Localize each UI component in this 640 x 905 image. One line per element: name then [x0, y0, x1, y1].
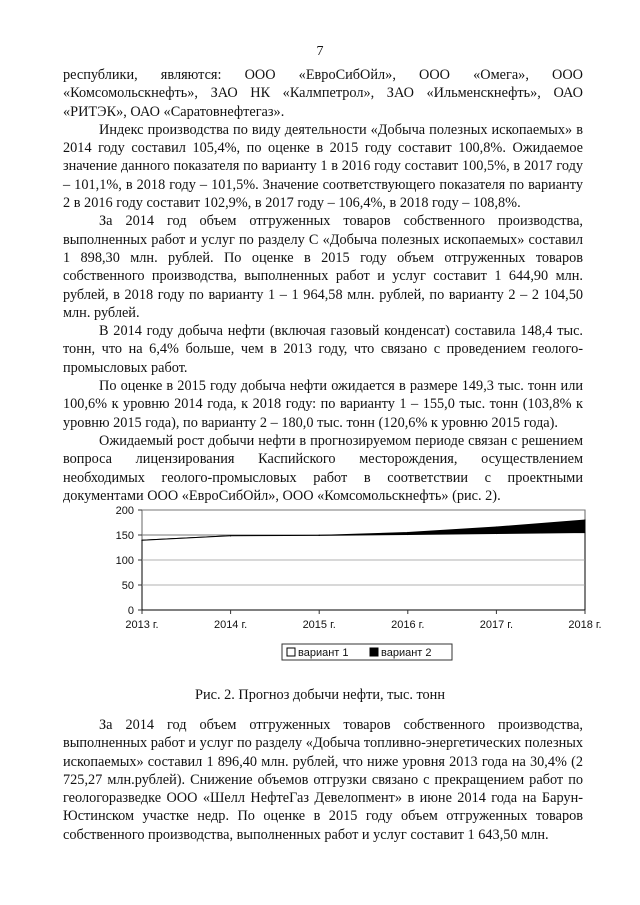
- legend-swatch-variant-2: [370, 648, 378, 656]
- paragraph-fuel-shipments: За 2014 год объем отгруженных товаров собственного производства, выполненных работ и услуг по разделу «Добыча топливно-энергетических полезных ископаемых» составил 1 896,40 млн. рублей, что ниже уровня 2013 года на 30,4% (2 725,27 млн.рублей). Снижение объемов отгрузки связано с прекращением работ по геологоразведке ООО «Шелл НефтеГаз Девелопмент» в июне 2014 года на Барун-Юстинском участке недр. По оценке в 2015 году объем отгруженных товаров собственного производства, выполненных работ и услуг составит 1 643,50 млн.: [63, 717, 583, 843]
- data-point-variant-1: [407, 534, 408, 535]
- data-point-variant-2: [407, 532, 408, 533]
- x-tick-label: 2016 г.: [391, 619, 425, 631]
- legend-label-variant-1: вариант 1: [298, 647, 349, 659]
- oil-production-chart: [60, 498, 620, 674]
- data-point-variant-2: [496, 526, 497, 527]
- y-tick-label: 150: [115, 530, 134, 542]
- figure-caption: Рис. 2. Прогноз добычи нефти, тыс. тонн: [195, 687, 445, 703]
- legend-swatch-variant-1: [287, 648, 295, 656]
- x-tick-label: 2014 г.: [213, 619, 248, 631]
- paragraph-oil-2014: В 2014 году добыча нефти (включая газовый конденсат) составила 148,4 тыс. тонн, что на 6,4% больше, чем в 2013 году, что связано с проведением геолого-промысловых работ.: [63, 323, 583, 376]
- y-tick-label: 0: [127, 605, 134, 617]
- x-tick-label: 2017 г.: [479, 619, 514, 631]
- data-point-variant-2: [230, 535, 231, 536]
- text-block-top: [63, 66, 583, 505]
- data-point-variant-2: [141, 540, 142, 541]
- text-block-bottom: [63, 716, 583, 844]
- data-point-variant-2: [584, 519, 585, 520]
- paragraph-operators: республики, являются: ООО «ЕвроСибОйл», ООО «Омега», ООО «Комсомольскнефть», ЗАО НК «Калмпетрол», ЗАО «Ильменскнефть», ОАО «РИТЭК», ОАО «Саратовнефтегаз».: [63, 67, 583, 120]
- paragraph-oil-forecast: По оценке в 2015 году добыча нефти ожидается в размере 149,3 тыс. тонн или 100,6% к уровню 2014 года, к 2018 году: по варианту 1 – 155,0 тыс. тонн (103,8% к уровню 2015 года), по варианту 2 – 180,0 тыс. тонн (120,6% к уровню 2015 года).: [63, 378, 583, 431]
- data-point-variant-1: [496, 533, 497, 534]
- paragraph-growth-reasons: Ожидаемый рост добычи нефти в прогнозируемом периоде связан с решением вопроса лицензирования Каспийского месторождения, осуществлением необходимых геолого-промысловых работ в соответствии с проектными документами ООО «ЕвроСибОйл», ООО «Комсомольскнефть» (рис. 2).: [63, 432, 583, 504]
- paragraph-production-index: Индекс производства по виду деятельности «Добыча полезных ископаемых» в 2014 году составил 105,4%, по оценке в 2015 году составит 100,8%. Ожидаемое значение данного показателя по варианту 1 в 2016 году составит 100,5%, в 2017 году – 101,1%, в 2018 году – 101,5%. Значение соответствующего показателя по варианту 2 в 2016 году составит 102,9%, в 2017 году – 106,4%, в 2018 году – 108,8%.: [63, 121, 583, 212]
- x-tick-label: 2018 г.: [568, 619, 602, 631]
- chart-svg: [60, 498, 620, 674]
- y-tick-label: 50: [121, 580, 134, 592]
- legend-label-variant-2: вариант 2: [381, 647, 432, 659]
- data-point-variant-1: [584, 532, 585, 533]
- y-tick-label: 100: [115, 555, 134, 567]
- paragraph-shipped-goods: За 2014 год объем отгруженных товаров собственного производства, выполненных работ и услуг по разделу С «Добыча полезных ископаемых» составил 1 898,30 млн. рублей. По оценке в 2015 году объем отгруженных товаров собственного производства, выполненных работ и услуг составит 1 644,90 млн. рублей, в 2018 году по варианту 1 – 1 964,58 млн. рублей, по варианту 2 – 2 104,50 млн. рублей.: [63, 213, 583, 321]
- page-number: 7: [316, 44, 324, 59]
- data-point-variant-2: [319, 535, 320, 536]
- y-tick-label: 200: [115, 505, 134, 517]
- x-tick-label: 2013 г.: [125, 619, 159, 631]
- series-area-variant-1: [142, 533, 585, 611]
- x-tick-label: 2015 г.: [302, 619, 336, 631]
